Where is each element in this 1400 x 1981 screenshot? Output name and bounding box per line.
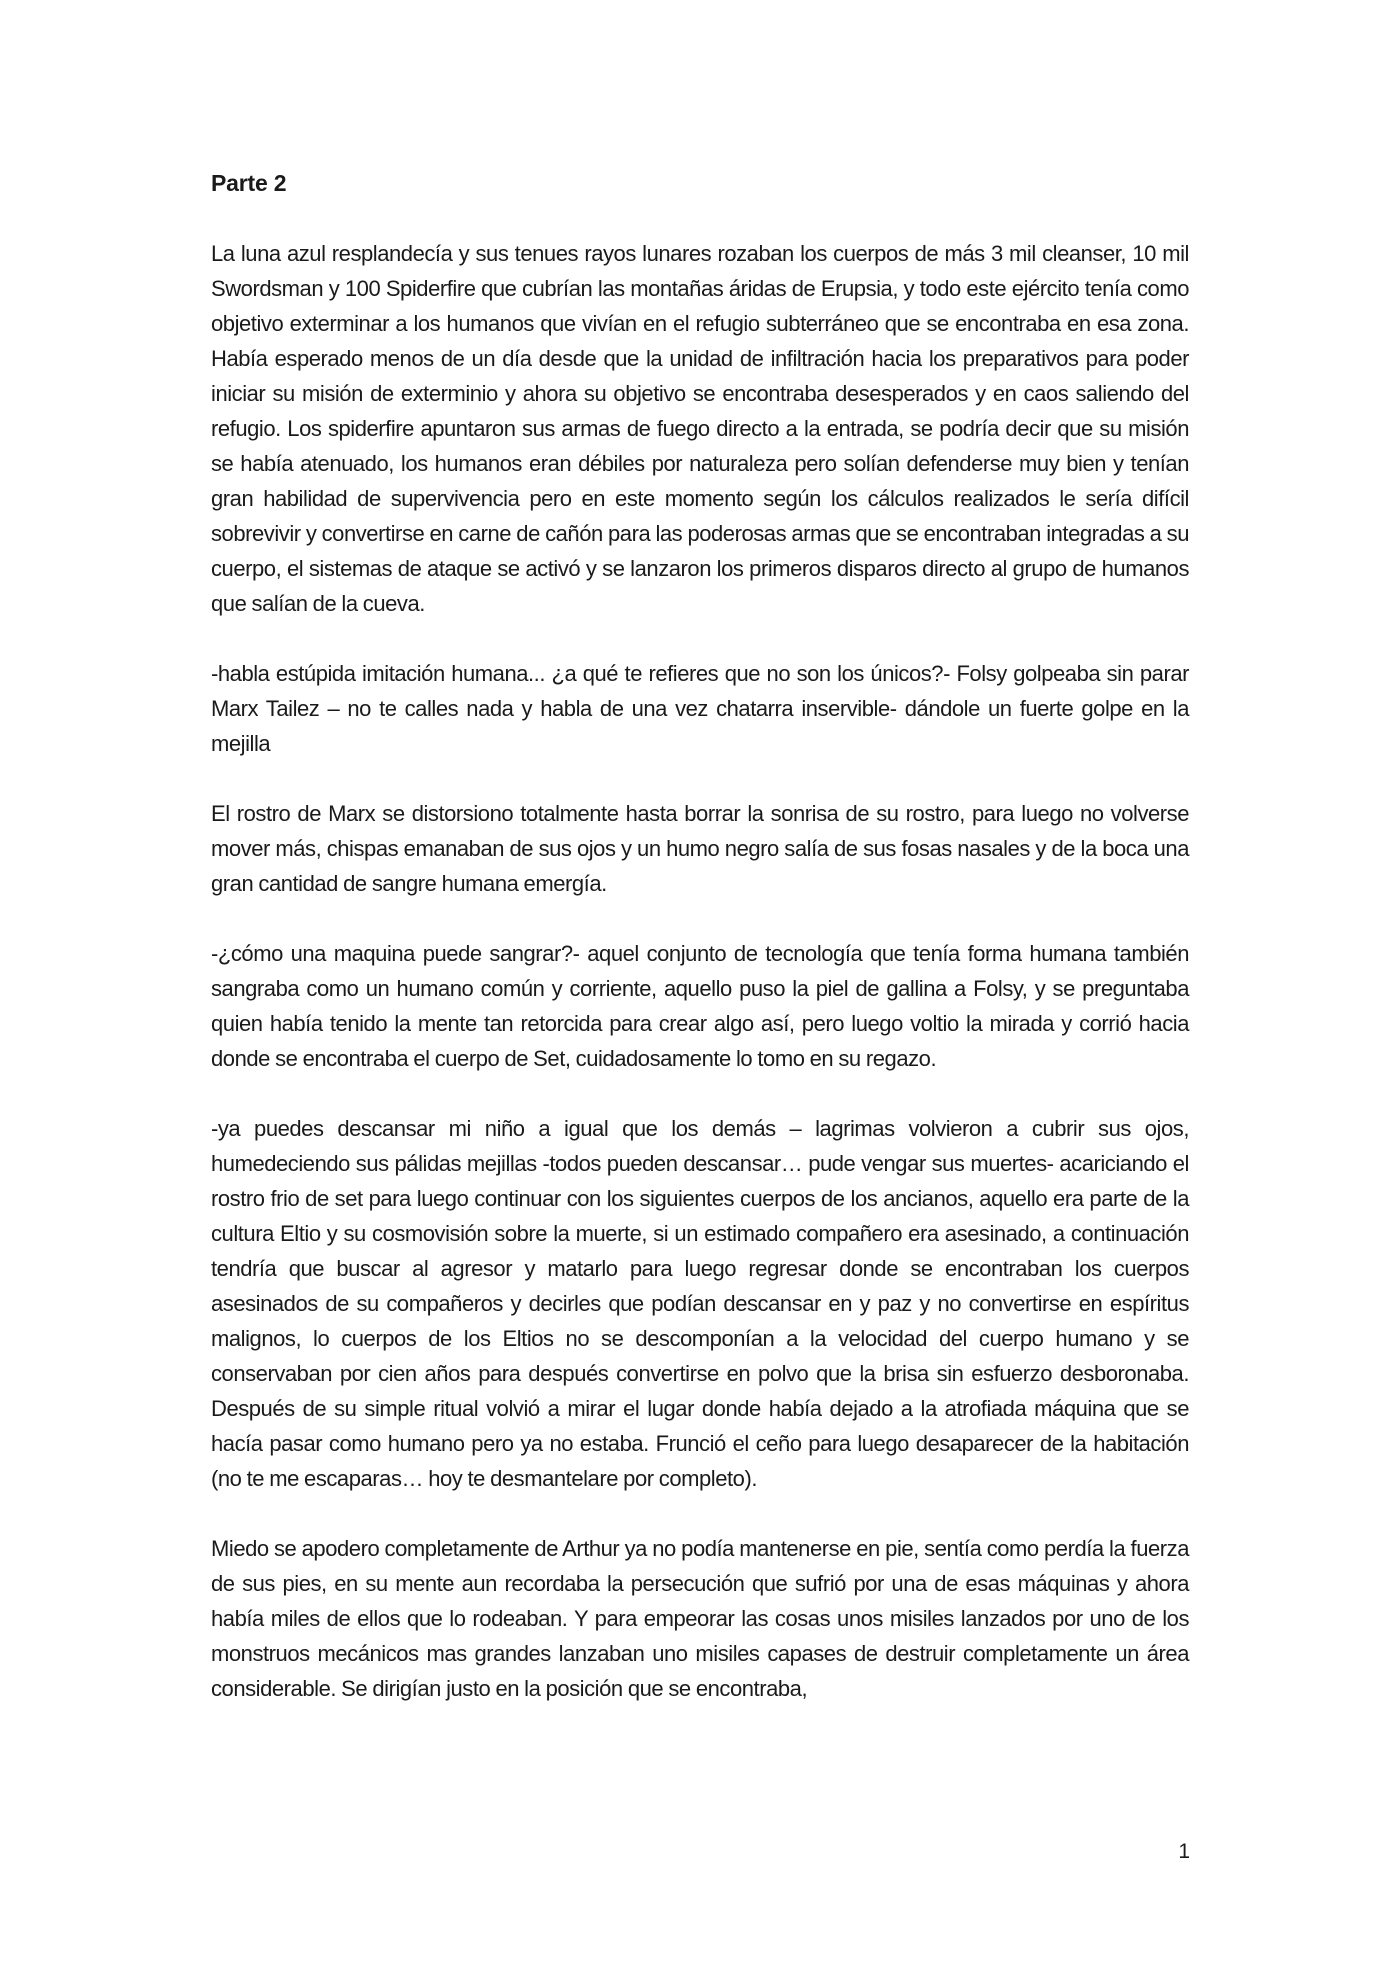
document-body bbox=[211, 166, 1189, 1706]
paragraph-5: -ya puedes descansar mi niño a igual que los demás – lagrimas volvieron a cubrir sus ojos, humedeciendo sus pálidas mejillas -todos pueden descansar… pude vengar sus muertes- acariciando el rostro frio de set para luego continuar con los siguientes cuerpos de los ancianos, aquello era parte de la cultura Eltio y su cosmovisión sobre la muerte, si un estimado compañero era asesinado, a continuación tendría que buscar al agresor y matarlo para luego regresar donde se encontraban los cuerpos asesinados de su compañeros y decirles que podían descansar en y paz y no convertirse en espíritus malignos, lo cuerpos de los Eltios no se descomponían a la velocidad del cuerpo humano y se conservaban por cien años para después convertirse en polvo que la brisa sin esfuerzo desboronaba. Después de su simple ritual volvió a mirar el lugar donde había dejado a la atrofiada máquina que se hacía pasar como humano pero ya no estaba. Frunció el ceño para luego desaparecer de la habitación (no te me escaparas… hoy te desmantelare por completo). bbox=[211, 1116, 1189, 1491]
paragraph-1: La luna azul resplandecía y sus tenues rayos lunares rozaban los cuerpos de más 3 mil cleanser, 10 mil Swordsman y 100 Spiderfire que cubrían las montañas áridas de Erupsia, y todo este ejército tenía como objetivo exterminar a los humanos que vivían en el refugio subterráneo que se encontraba en esa zona. Había esperado menos de un día desde que la unidad de infiltración hacia los preparativos para poder iniciar su misión de exterminio y ahora su objetivo se encontraba desesperados y en caos saliendo del refugio. Los spiderfire apuntaron sus armas de fuego directo a la entrada, se podría decir que su misión se había atenuado, los humanos eran débiles por naturaleza pero solían defenderse muy bien y tenían gran habilidad de supervivencia pero en este momento según los cálculos realizados le sería difícil sobrevivir y convertirse en carne de cañón para las poderosas armas que se encontraban integradas a su cuerpo, el sistemas de ataque se activó y se lanzaron los primeros disparos directo al grupo de humanos que salían de la cueva. bbox=[211, 241, 1189, 616]
paragraph-6: Miedo se apodero completamente de Arthur ya no podía mantenerse en pie, sentía como perdía la fuerza de sus pies, en su mente aun recordaba la persecución que sufrió por una de esas máquinas y ahora había miles de ellos que lo rodeaban. Y para empeorar las cosas unos misiles lanzados por uno de los monstruos mecánicos mas grandes lanzaban uno misiles capases de destruir completamente un área considerable. Se dirigían justo en la posición que se encontraba, bbox=[211, 1536, 1189, 1701]
page-number: 1 bbox=[1178, 1840, 1190, 1863]
paragraph-4: -¿cómo una maquina puede sangrar?- aquel conjunto de tecnología que tenía forma humana también sangraba como un humano común y corriente, aquello puso la piel de gallina a Folsy, y se preguntaba quien había tenido la mente tan retorcida para crear algo así, pero luego voltio la mirada y corrió hacia donde se encontraba el cuerpo de Set, cuidadosamente lo tomo en su regazo. bbox=[211, 941, 1189, 1071]
paragraph-2: -habla estúpida imitación humana... ¿a qué te refieres que no son los únicos?- Folsy golpeaba sin parar Marx Tailez – no te calles nada y habla de una vez chatarra inservible- dándole un fuerte golpe en la mejilla bbox=[211, 661, 1189, 756]
section-heading: Parte 2 bbox=[211, 170, 287, 196]
paragraph-3: El rostro de Marx se distorsiono totalmente hasta borrar la sonrisa de su rostro, para luego no volverse mover más, chispas emanaban de sus ojos y un humo negro salía de sus fosas nasales y de la boca una gran cantidad de sangre humana emergía. bbox=[211, 801, 1189, 896]
